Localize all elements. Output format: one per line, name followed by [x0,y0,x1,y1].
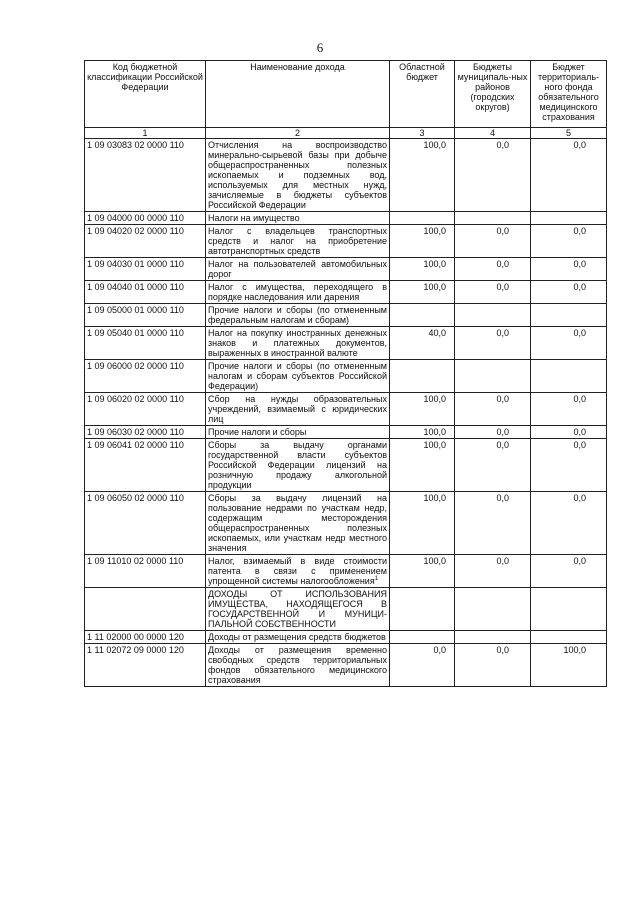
footnote-marker: 1 [374,576,379,582]
revenue-name [206,304,390,327]
regional-budget-share [390,212,455,225]
regional-budget-share: 100,0 [390,139,455,212]
municipal-budget-share: 0,0 [455,555,531,588]
medical-fund-share: 0,0 [531,225,607,258]
table-row [85,258,607,281]
revenue-name-text: Прочие налоги и сборы (по отмененным налогам и сборам субъектов Российской Федерации) [208,361,387,391]
revenue-name [206,439,390,492]
medical-fund-share [531,588,607,631]
municipal-budget-share: 0,0 [455,644,531,687]
municipal-budget-share: 0,0 [455,426,531,439]
medical-fund-share: 0,0 [531,139,607,212]
revenue-name [206,644,390,687]
municipal-budget-share [455,304,531,327]
table-row [85,304,607,327]
classification-code: 1 09 06020 02 0000 110 [85,393,206,426]
revenue-name-text: Налог с имущества, переходящего в порядке наследования или дарения [208,282,387,302]
regional-budget-share [390,631,455,644]
regional-budget-share [390,588,455,631]
header-municipal-budgets: Бюджеты муниципаль-ных районов (городских округов) [455,61,531,128]
revenue-distribution-table [84,60,607,687]
table-row [85,281,607,304]
classification-code: 1 09 05040 01 0000 110 [85,327,206,360]
regional-budget-share [390,304,455,327]
table-row [85,212,607,225]
table-row [85,360,607,393]
medical-fund-share: 0,0 [531,555,607,588]
revenue-name [206,631,390,644]
regional-budget-share: 100,0 [390,281,455,304]
table-header-row [85,61,607,128]
column-number: 1 [85,128,206,139]
medical-fund-share: 100,0 [531,644,607,687]
municipal-budget-share: 0,0 [455,281,531,304]
classification-code: 1 09 06000 02 0000 110 [85,360,206,393]
medical-fund-share [531,212,607,225]
medical-fund-share [531,360,607,393]
medical-fund-share: 0,0 [531,426,607,439]
regional-budget-share: 100,0 [390,492,455,555]
classification-code: 1 11 02000 00 0000 120 [85,631,206,644]
column-number: 2 [206,128,390,139]
revenue-name [206,393,390,426]
classification-code: 1 11 02072 09 0000 120 [85,644,206,687]
classification-code: 1 09 04020 02 0000 110 [85,225,206,258]
column-number-row [85,128,607,139]
revenue-name-text: Налог на покупку иностранных денежных знаков и платежных документов, выраженных в иностранной валюте [208,328,387,358]
revenue-name-text: Налог с владельцев транспортных средств и налог на приобретение автотранспортных средств [208,226,387,256]
classification-code: 1 09 11010 02 0000 110 [85,555,206,588]
revenue-name-text: Налог на пользователей автомобильных дорог [208,259,387,279]
regional-budget-share: 0,0 [390,644,455,687]
regional-budget-share: 40,0 [390,327,455,360]
table-row [85,555,607,588]
header-code: Код бюджетной классификации Российской Федерации [85,61,206,128]
medical-fund-share: 0,0 [531,492,607,555]
table-row [85,139,607,212]
table-row [85,327,607,360]
regional-budget-share: 100,0 [390,393,455,426]
municipal-budget-share: 0,0 [455,225,531,258]
medical-fund-share [531,304,607,327]
header-regional-budget: Областной бюджет [390,61,455,128]
table-row [85,426,607,439]
revenue-name [206,360,390,393]
table-row [85,631,607,644]
municipal-budget-share: 0,0 [455,439,531,492]
municipal-budget-share [455,631,531,644]
regional-budget-share: 100,0 [390,426,455,439]
regional-budget-share: 100,0 [390,258,455,281]
classification-code: 1 09 04000 00 0000 110 [85,212,206,225]
classification-code: 1 09 06041 02 0000 110 [85,439,206,492]
table-row [85,439,607,492]
municipal-budget-share [455,212,531,225]
revenue-name [206,281,390,304]
municipal-budget-share: 0,0 [455,492,531,555]
revenue-name-text: Сборы за выдачу лицензий на пользование недрами по участкам недр, содержащим месторождения общераспространенных полезных ископаемых, или участкам недр местного значения [208,493,387,553]
revenue-name-text: Сбор на нужды образовательных учреждений, взимаемый с юридических лиц [208,394,387,424]
classification-code: 1 09 04040 01 0000 110 [85,281,206,304]
revenue-name-text: Налог, взимаемый в виде стоимости патента в связи с применением упрощенной системы налогообложения [208,556,387,586]
revenue-name [206,327,390,360]
classification-code: 1 09 06050 02 0000 110 [85,492,206,555]
revenue-name [206,492,390,555]
municipal-budget-share [455,588,531,631]
header-name: Наименование дохода [206,61,390,128]
revenue-name-text: Сборы за выдачу органами государственной власти субъектов Российской Федерации лицензий на розничную продажу алкогольной продукции [208,440,387,490]
column-number: 5 [531,128,607,139]
column-number: 4 [455,128,531,139]
page-number: 6 [316,40,324,55]
medical-fund-share: 0,0 [531,439,607,492]
municipal-budget-share: 0,0 [455,393,531,426]
column-number: 3 [390,128,455,139]
medical-fund-share [531,631,607,644]
revenue-name [206,426,390,439]
revenue-name-text: Прочие налоги и сборы [208,427,307,437]
municipal-budget-share: 0,0 [455,258,531,281]
regional-budget-share: 100,0 [390,555,455,588]
municipal-budget-share: 0,0 [455,327,531,360]
header-medical-insurance-fund: Бюджет территориаль-ного фонда обязательного медицинского страхования [531,61,607,128]
revenue-name [206,258,390,281]
medical-fund-share: 0,0 [531,281,607,304]
medical-fund-share: 0,0 [531,327,607,360]
medical-fund-share: 0,0 [531,258,607,281]
classification-code: 1 09 05000 01 0000 110 [85,304,206,327]
revenue-name-text: Доходы от размещения средств бюджетов [208,632,386,642]
revenue-name-text: ДОХОДЫ ОТ ИСПОЛЬЗОВАНИЯ ИМУЩЕСТВА, НАХОДЯЩЕГОСЯ В ГОСУДАРСТВЕННОЙ И МУНИЦИ-ПАЛЬНОЙ СОБСТВЕННОСТИ [208,589,387,629]
medical-fund-share: 0,0 [531,393,607,426]
classification-code: 1 09 06030 02 0000 110 [85,426,206,439]
municipal-budget-share: 0,0 [455,139,531,212]
revenue-name [206,139,390,212]
regional-budget-share: 100,0 [390,225,455,258]
revenue-name [206,225,390,258]
revenue-name-text: Прочие налоги и сборы (по отмененным федеральным налогам и сборам) [208,305,387,325]
table-row [85,588,607,631]
table-row [85,644,607,687]
municipal-budget-share [455,360,531,393]
table-row [85,393,607,426]
table-body [85,139,607,687]
table-row [85,225,607,258]
classification-code: 1 09 03083 02 0000 110 [85,139,206,212]
regional-budget-share: 100,0 [390,439,455,492]
revenue-name [206,588,390,631]
table-row [85,492,607,555]
revenue-name-text: Отчисления на воспроизводство минерально-сырьевой базы при добыче общераспространенных полезных ископаемых и подземных вод, используемых для местных нужд, зачисляемые в бюджеты субъектов Российской Федерации [208,140,387,210]
classification-code: 1 09 04030 01 0000 110 [85,258,206,281]
revenue-name-text: Налоги на имущество [208,213,300,223]
revenue-name-text: Доходы от размещения временно свободных средств территориальных фондов обязательного медицинского страхования [208,645,387,685]
revenue-name [206,212,390,225]
classification-code [85,588,206,631]
regional-budget-share [390,360,455,393]
revenue-name [206,555,390,588]
